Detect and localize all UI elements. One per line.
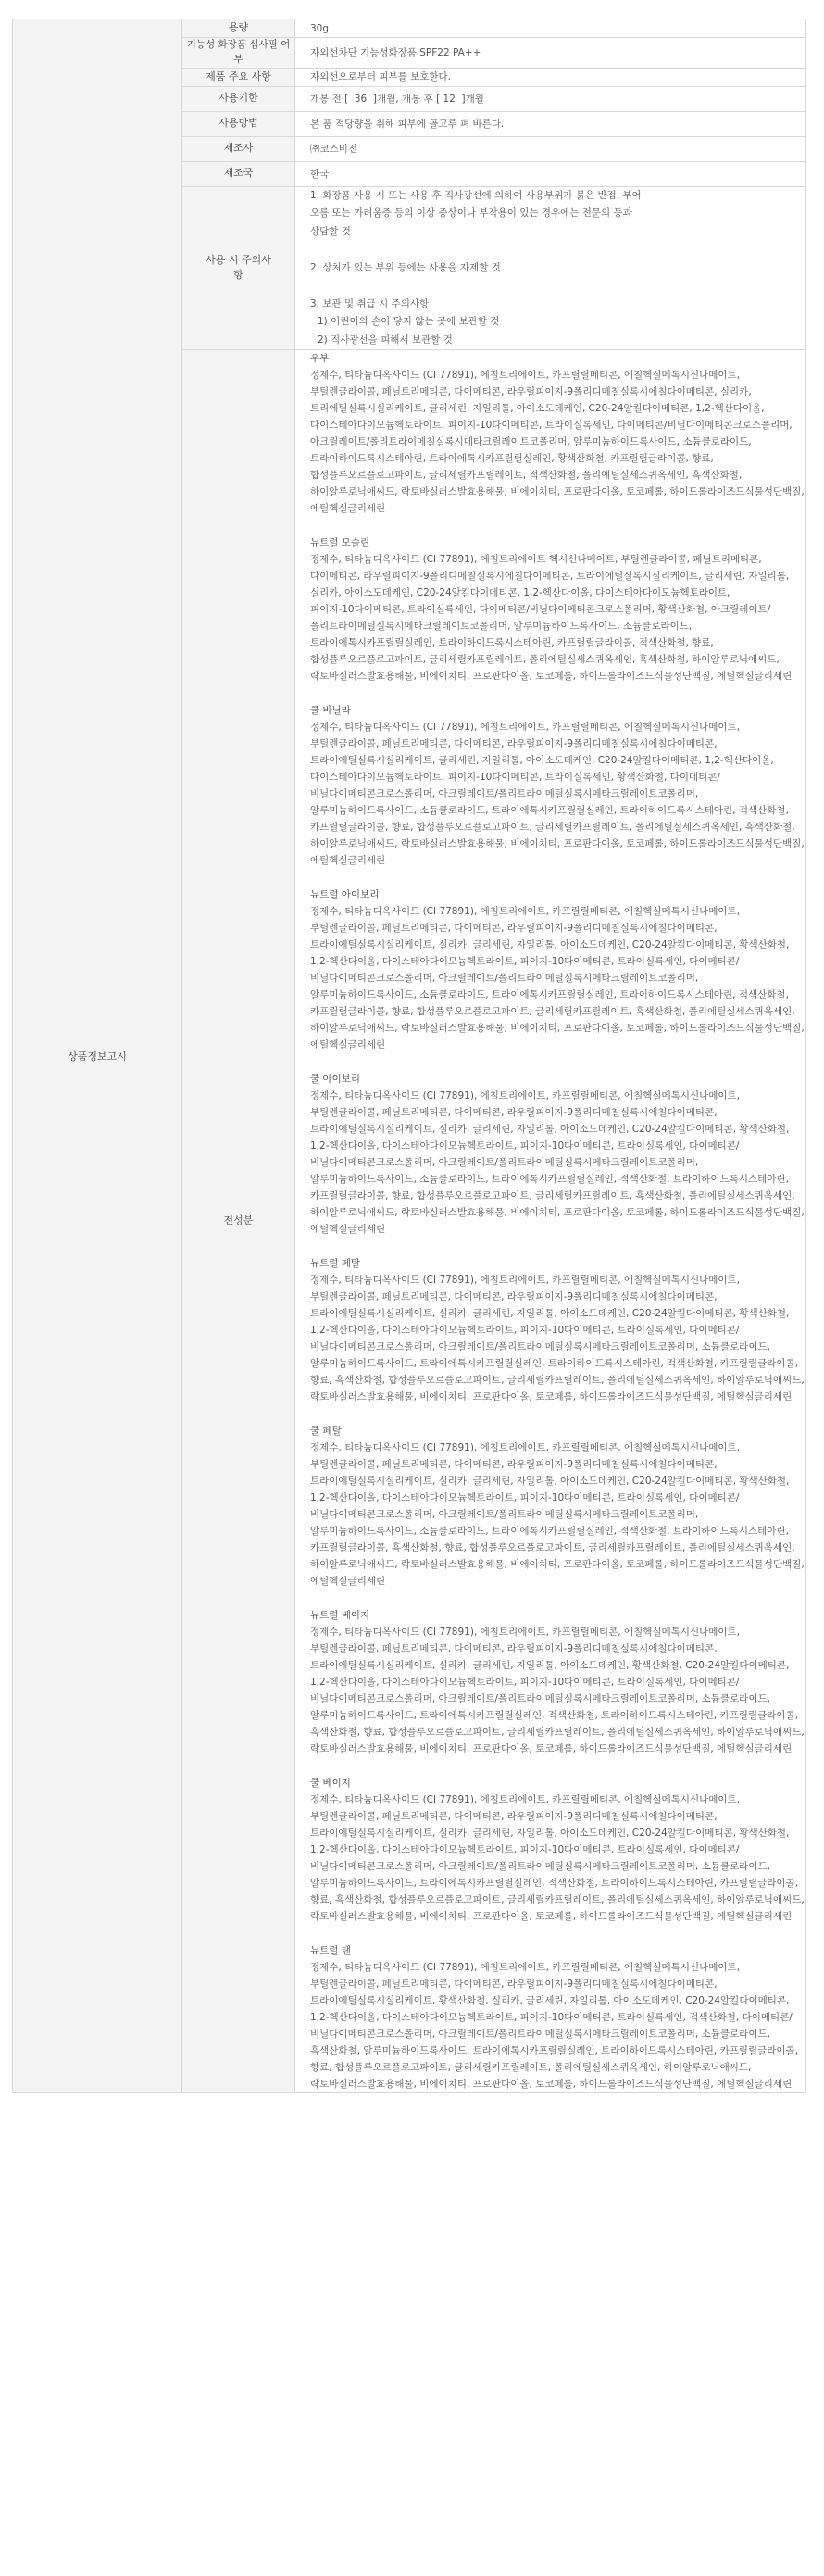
ingredient-text: 정제수, 티타늄디옥사이드 (CI 77891), 에칠트리에이트 헥시신나메이트, 부틸렌글라이콜, 페닐트리메티콘, 다이메티콘, 라우릴피이지-9폴리디메칠실록시에칠다이메티콘, 트라이에틸실록시실리케이트, 글리세린, 자일리톨, 실리카, 아이소도데케인, C20-24알킬다이메티콘, 1,2-헥산다이올, 다이스테아다이모늄헥토라이트, 피이지-10다이메티콘, 트라이실록세인, 다이메티콘/비닐다이메티콘크로스폴리머, 황색산화철, 아크릴레이트/폴리트라이메틸실록시메타크릴레이트코폴리머, 알루미늄하이드록사이드, 소듐클로라이드, 트라이에톡시카프릴릴실레인, 트라이하이드록시스테아린, 카프릴릴글라이콜, 적색산화철, 향료, 합성플루오르플로고파이트, 글리세릴카프릴레이트, 폴리에틸실세스퀴옥세인, 흑색산화철, 하이알루로닉애씨드, 락토바실러스발효용해물, 비에이치티, 프로판다이올, 토코페롤, 하이드롤라이즈드식물성단백질, 에틸헥실글리세린 <box>310 554 793 682</box>
ingredient-shade-name: 뉴트럴 베이지 <box>310 1610 370 1621</box>
caution-line: 오름 또는 가려움증 등의 이상 증상이나 부작용이 있는 경우에는 전문의 등과 <box>310 207 632 219</box>
row-capacity <box>13 19 806 38</box>
ingredient-text: 정제수, 티타늄디옥사이드 (CI 77891), 에칠트리에이트, 카프릴릴메티콘, 에칠헥실메톡시신나메이트, 부틸렌글라이콜, 페닐트리메티콘, 다이메티콘, 라우릴피이지-9폴리디메칠실록시에칠다이메티콘, 실리카, 트리에틸실록시실리케이트, 글리세린, 자일리톨, 아이소도데케인, C20-24알킬다이메티콘, 1,2-헥산다이올, 다이스테아다이모늄헥토라이트, 피이지-10다이메티콘, 트라이실록세인, 다이메티콘/비닐다이메티콘크로스폴리머, 아크릴레이트/폴리트라이메칠실록시메타크릴레이트코폴리머, 알루미늄하이드록사이드, 소듐클로라이드, 트라이하이드록시스테아린, 트라이에톡시카프릴릴실레인, 황색산화철, 카프릴릴글라이콜, 향료, 합성플루오르플로고파이트, 글리세릴카프릴레이트, 적색산화철, 폴리에틸실세스퀴옥세인, 흑색산화철, 하이알루로닉애씨드, 락토바실러스발효용해물, 비에이치티, 프로판다이올, 토코페롤, 하이드롤라이즈드식물성단백질, 에틸헥실글리세린 <box>310 370 805 514</box>
ingredient-block <box>310 702 805 869</box>
caution-line: 2) 직사광선을 피해서 보관할 것 <box>318 333 453 346</box>
row-value: 본 품 적당량을 취해 피부에 골고루 펴 바른다. <box>295 111 806 136</box>
ingredient-block <box>310 1255 805 1405</box>
row-label: 제조사 <box>182 136 295 161</box>
row-label: 제조국 <box>182 161 295 186</box>
ingredient-block <box>310 1423 805 1590</box>
ingredient-shade-name: 뉴트럴 아이보리 <box>310 889 380 900</box>
ingredient-shade-name: 우부 <box>310 353 330 364</box>
caution-line: 1) 어린이의 손이 닿지 않는 곳에 보관할 것 <box>318 316 500 327</box>
ingredients-list <box>295 350 806 2093</box>
row-value: 30g <box>295 19 806 38</box>
row-value: 자외선차단 기능성화장품 SPF22 PA++ <box>295 38 806 69</box>
ingredient-block <box>310 1942 805 2092</box>
ingredient-block <box>310 1775 805 1925</box>
row-value: ㈜코스비전 <box>295 136 806 161</box>
row-label: 사용기한 <box>182 86 295 111</box>
ingredient-block <box>310 1607 805 1757</box>
ingredient-text: 정제수, 티타늄디옥사이드 (CI 77891), 에칠트리에이트, 카프릴릴메티콘, 에칠헥실메톡시신나메이트, 부틸렌글라이콜, 페닐트리메티콘, 다이메티콘, 라우릴피이지-9폴리디메칠실록시에칠다이메티콘, 트라이에틸실록시실리케이트, 실리카, 글리세린, 자일리톨, 아이소도데케인, 황색산화철, C20-24알킬다이메티콘, 1,2-헥산다이올, 다이스테아다이모늄헥토라이트, 피이지-10다이메티콘, 트라이실록세인, 다이메티콘/비닐다이메티콘크로스폴리머, 아크릴레이트/폴리트라이메틸실록시메타크릴레이트코폴리머, 소듐클로라이드, 알루미늄하이드록사이드, 트라이에톡시카프릴릴실레인, 적색산화철, 트라이하이드록시스테아린, 카프릴릴글라이콜, 흑색산화철, 향료, 합성플루오르플로고파이트, 글리세릴카프릴레이트, 폴리에틸실세스퀴옥세인, 하이알루로닉애씨드, 락토바실러스발효용해물, 비에이치티, 프로판다이올, 토코페롤, 하이드롤라이즈드식물성단백질, 에틸헥실글리세린 <box>310 1627 805 1754</box>
row-value: 자외선으로부터 피부를 보호한다. <box>295 68 806 86</box>
ingredient-block <box>310 1071 805 1238</box>
group-label: 상품정보고시 <box>13 19 182 2093</box>
ingredient-shade-name: 뉴트럴 모슬린 <box>310 537 370 548</box>
ingredient-text: 정제수, 티타늄디옥사이드 (CI 77891), 에칠트리에이트, 카프릴릴메티콘, 에칠헥실메톡시신나메이트, 부틸렌글라이콜, 페닐트리메티콘, 다이메티콘, 라우릴피이지-9폴리디메칠실록시에칠다이메티콘, 트라이에틸실록시실리케이트, 실리카, 글리세린, 자일리톨, 아이소도데케인, C20-24알킬다이메티콘, 황색산화철, 1,2-헥산다이올, 다이스테아다이모늄헥토라이트, 피이지-10다이메티콘, 트라이실록세인, 다이메티콘/비닐다이메티콘크로스폴리머, 아크릴레이트/폴리트라이메틸실록시메타크릴레이트코폴리머, 알루미늄하이드록사이드, 소듐클로라이드, 트라이에톡시카프릴릴실레인, 적색산화철, 트라이하이드록시스테아린, 카프릴릴글라이콜, 향료, 합성플루오르플로고파이트, 글리세릴카프릴레이트, 흑색산화철, 폴리에틸실세스퀴옥세인, 하이알루로닉애씨드, 락토바실러스발효용해물, 비에이치티, 프로판다이올, 토코페롤, 하이드롤라이즈드식물성단백질, 에틸헥실글리세린 <box>310 1090 805 1235</box>
caution-line: 상담할 것 <box>310 225 351 237</box>
row-value: 한국 <box>295 161 806 186</box>
ingredient-block <box>310 350 805 517</box>
row-label: 사용방법 <box>182 111 295 136</box>
caution-line: 3. 보관 및 취급 시 주의사항 <box>310 297 430 309</box>
row-label: 기능성 화장품 심사필 여부 <box>182 38 295 69</box>
ingredient-text: 정제수, 티타늄디옥사이드 (CI 77891), 에칠트리에이트, 카프릴릴메티콘, 에칠헥실메톡시신나메이트, 부틸렌글라이콜, 페닐트리메티콘, 다이메티콘, 라우릴피이지-9폴리디메칠실록시에칠다이메티콘, 트라이에틸실록시실리케이트, 실리카, 글리세린, 자일리톨, 아이소도데케인, C20-24알킬다이메티콘, 황색산화철, 1,2-헥산다이올, 다이스테아다이모늄헥토라이트, 피이지-10다이메티콘, 트라이실록세인, 다이메티콘/비닐다이메티콘크로스폴리머, 아크릴레이트/폴리트라이메틸실록시메타크릴레이트코폴리머, 알루미늄하이드록사이드, 소듐클로라이드, 트라이에톡시카프릴릴실레인, 트라이하이드록시스테아린, 적색산화철, 카프릴릴글라이콜, 향료, 합성플루오르플로고파이트, 글리세릴카프릴레이트, 흑색산화철, 폴리에틸실세스퀴옥세인, 하이알루로닉애씨드, 락토바실러스발효용해물, 비에이치티, 프로판다이올, 토코페롤, 하이드롤라이즈드식물성단백질, 에틸헥실글리세린 <box>310 906 805 1050</box>
ingredient-shade-name: 쿨 아이보리 <box>310 1074 361 1085</box>
ingredient-text: 정제수, 티타늄디옥사이드 (CI 77891), 에칠트리에이트, 카프릴릴메티콘, 에칠헥실메톡시신나메이트, 부틸렌글라이콜, 페닐트리메티콘, 다이메티콘, 라우릴피이지-9폴리디메칠실록시에칠다이메티콘, 트라이에틸실록시실리케이트, 실리카, 글리세린, 자일리톨, 아이소도데케인, C20-24알킬다이메티콘, 황색산화철, 1,2-헥산다이올, 다이스테아다이모늄헥토라이트, 피이지-10다이메티콘, 트라이실록세인, 다이메티콘/비닐다이메티콘크로스폴리머, 아크릴레이트/폴리트라이메틸실록시메타크릴레이트코폴리머, 알루미늄하이드록사이드, 소듐클로라이드, 트라이에톡시카프릴릴실레인, 적색산화철, 트라이하이드록시스테아린, 카프릴릴글라이콜, 흑색산화철, 향료, 합성플루오르플로고파이트, 글리세릴카프릴레이트, 폴리에틸실세스퀴옥세인, 하이알루로닉애씨드, 락토바실러스발효용해물, 비에이치티, 프로판다이올, 토코페롤, 하이드롤라이즈드식물성단백질, 에틸헥실글리세린 <box>310 1442 805 1587</box>
row-value: 개봉 전 [ 36 ]개월, 개봉 후 [ 12 ]개월 <box>295 86 806 111</box>
ingredient-shade-name: 쿨 베이지 <box>310 1778 351 1789</box>
caution-line <box>310 277 805 295</box>
ingredient-text: 정제수, 티타늄디옥사이드 (CI 77891), 에칠트리에이트, 카프릴릴메티콘, 에칠헥실메톡시신나메이트, 부틸렌글라이콜, 페닐트리메티콘, 다이메티콘, 라우릴피이지-9폴리디메칠실록시에칠다이메티콘, 트라이에틸실록시실리케이트, 실리카, 글리세린, 자일리톨, 아이소도데케인, C20-24알킬다이메티콘, 황색산화철, 1,2-헥산다이올, 다이스테아다이모늄헥토라이트, 피이지-10다이메티콘, 트라이실록세인, 다이메티콘/비닐다이메티콘크로스폴리머, 아크릴레이트/폴리트라이메틸실록시메타크릴레이트코폴리머, 소듐클로라이드, 알루미늄하이드록사이드, 트라이에톡시카프릴릴실레인, 적색산화철, 트라이하이드록시스테아린, 카프릴릴글라이콜, 향료, 흑색산화철, 합성플루오르플로고파이트, 글리세릴카프릴레이트, 폴리에틸실세스퀴옥세인, 하이알루로닉애씨드, 락토바실러스발효용해물, 비에이치티, 프로판다이올, 토코페롤, 하이드롤라이즈드식물성단백질, 에틸헥실글리세린 <box>310 1794 805 1922</box>
ingredient-text: 정제수, 티타늄디옥사이드 (CI 77891), 에칠트리에이트, 카프릴릴메티콘, 에칠헥실메톡시신나메이트, 부틸렌글라이콜, 페닐트리메티콘, 다이메티콘, 라우릴피이지-9폴리디메칠실록시에칠다이메티콘, 트라이에틸실록시실리케이트, 황색산화철, 실리카, 글리세린, 자일리톨, 아이소도데케인, C20-24알킬다이메티콘, 1,2-헥산다이올, 다이스테아다이모늄헥토라이트, 피이지-10다이메티콘, 트라이실록세인, 적색산화철, 다이메티콘/비닐다이메티콘크로스폴리머, 아크릴레이트/폴리트라이메틸실록시메타크릴레이트코폴리머, 소듐클로라이드, 흑색산화철, 알루미늄하이드록사이드, 트라이에톡시카프릴릴실레인, 트라이하이드록시스테아린, 카프릴릴글라이콜, 향료, 합성플루오르플로고파이트, 글리세릴카프릴레이트, 폴리에틸실세스퀴옥세인, 하이알루로닉애씨드, 락토바실러스발효용해물, 비에이치티, 프로판다이올, 토코페롤, 하이드롤라이즈드식물성단백질, 에틸헥실글리세린 <box>310 1962 799 2090</box>
caution-label: 사용 시 주의사항 <box>182 186 295 350</box>
ingredients-label: 전성분 <box>182 350 295 2093</box>
caution-text <box>295 186 806 350</box>
ingredient-text: 정제수, 티타늄디옥사이드 (CI 77891), 에칠트리에이트, 카프릴릴메티콘, 에칠헥실메톡시신나메이트, 부틸렌글라이콜, 페닐트리메티콘, 다이메티콘, 라우릴피이지-9폴리디메칠실록시에칠다이메티콘, 트라이에틸실록시실리케이트, 글리세린, 자일리톨, 아이소도데케인, C20-24알킬다이메티콘, 1,2-헥산다이올, 다이스테아다이모늄헥토라이트, 피이지-10다이메티콘, 트라이실록세인, 황색산화철, 다이메티콘/비닐다이메티콘크로스폴리머, 아크릴레이트/폴리트라이메틸실록시메타크릴레이트코폴리머, 알루미늄하이드록사이드, 소듐클로라이드, 트라이에톡시카프릴릴실레인, 트라이하이드록시스테아린, 적색산화철, 카프릴릴글라이콜, 향료, 합성플루오르플로고파이트, 글리세릴카프릴레이트, 폴리에틸실세스퀴옥세인, 흑색산화철, 하이알루로닉애씨드, 락토바실러스발효용해물, 비에이치티, 프로판다이올, 토코페롤, 하이드롤라이즈드식물성단백질, 에틸헥실글리세린 <box>310 722 805 866</box>
ingredient-shade-name: 뉴트럴 탠 <box>310 1945 351 1956</box>
product-info-table <box>12 19 806 2093</box>
product-info-notice <box>12 19 806 2093</box>
caution-line: 2. 상처가 있는 부위 등에는 사용을 자제할 것 <box>310 261 501 273</box>
ingredient-block <box>310 886 805 1053</box>
ingredient-shade-name: 뉴트럴 페탈 <box>310 1258 361 1269</box>
ingredient-shade-name: 쿨 바닐라 <box>310 705 351 716</box>
row-label: 제품 주요 사항 <box>182 68 295 86</box>
row-label: 용량 <box>182 19 295 38</box>
ingredient-block <box>310 534 805 685</box>
caution-line <box>310 241 805 259</box>
ingredient-shade-name: 쿨 페탈 <box>310 1426 342 1437</box>
caution-line: 1. 화장품 사용 시 또는 사용 후 직사광선에 의하여 사용부위가 붉은 반점, 부어 <box>310 189 642 201</box>
ingredient-text: 정제수, 티타늄디옥사이드 (CI 77891), 에칠트리에이트, 카프릴릴메티콘, 에칠헥실메톡시신나메이트, 부틸렌글라이콜, 페닐트리메티콘, 다이메티콘, 라우릴피이지-9폴리디메칠실록시에칠다이메티콘, 트라이에틸실록시실리케이트, 실리카, 글리세린, 자일리톨, 아이소도데케인, C20-24알킬다이메티콘, 황색산화철, 1,2-헥산다이올, 다이스테아다이모늄헥토라이트, 피이지-10다이메티콘, 트라이실록세인, 다이메티콘/비닐다이메티콘크로스폴리머, 아크릴레이트/폴리트라이메틸실록시메타크릴레이트코폴리머, 소듐클로라이드, 알루미늄하이드록사이드, 트라이에톡시카프릴릴실레인, 트라이하이드록시스테아린, 적색산화철, 카프릴릴글라이콜, 향료, 흑색산화철, 합성플루오르플로고파이트, 글리세릴카프릴레이트, 폴리에틸실세스퀴옥세인, 하이알루로닉애씨드, 락토바실러스발효용해물, 비에이치티, 프로판다이올, 토코페롤, 하이드롤라이즈드식물성단백질, 에틸헥실글리세린 <box>310 1275 805 1402</box>
